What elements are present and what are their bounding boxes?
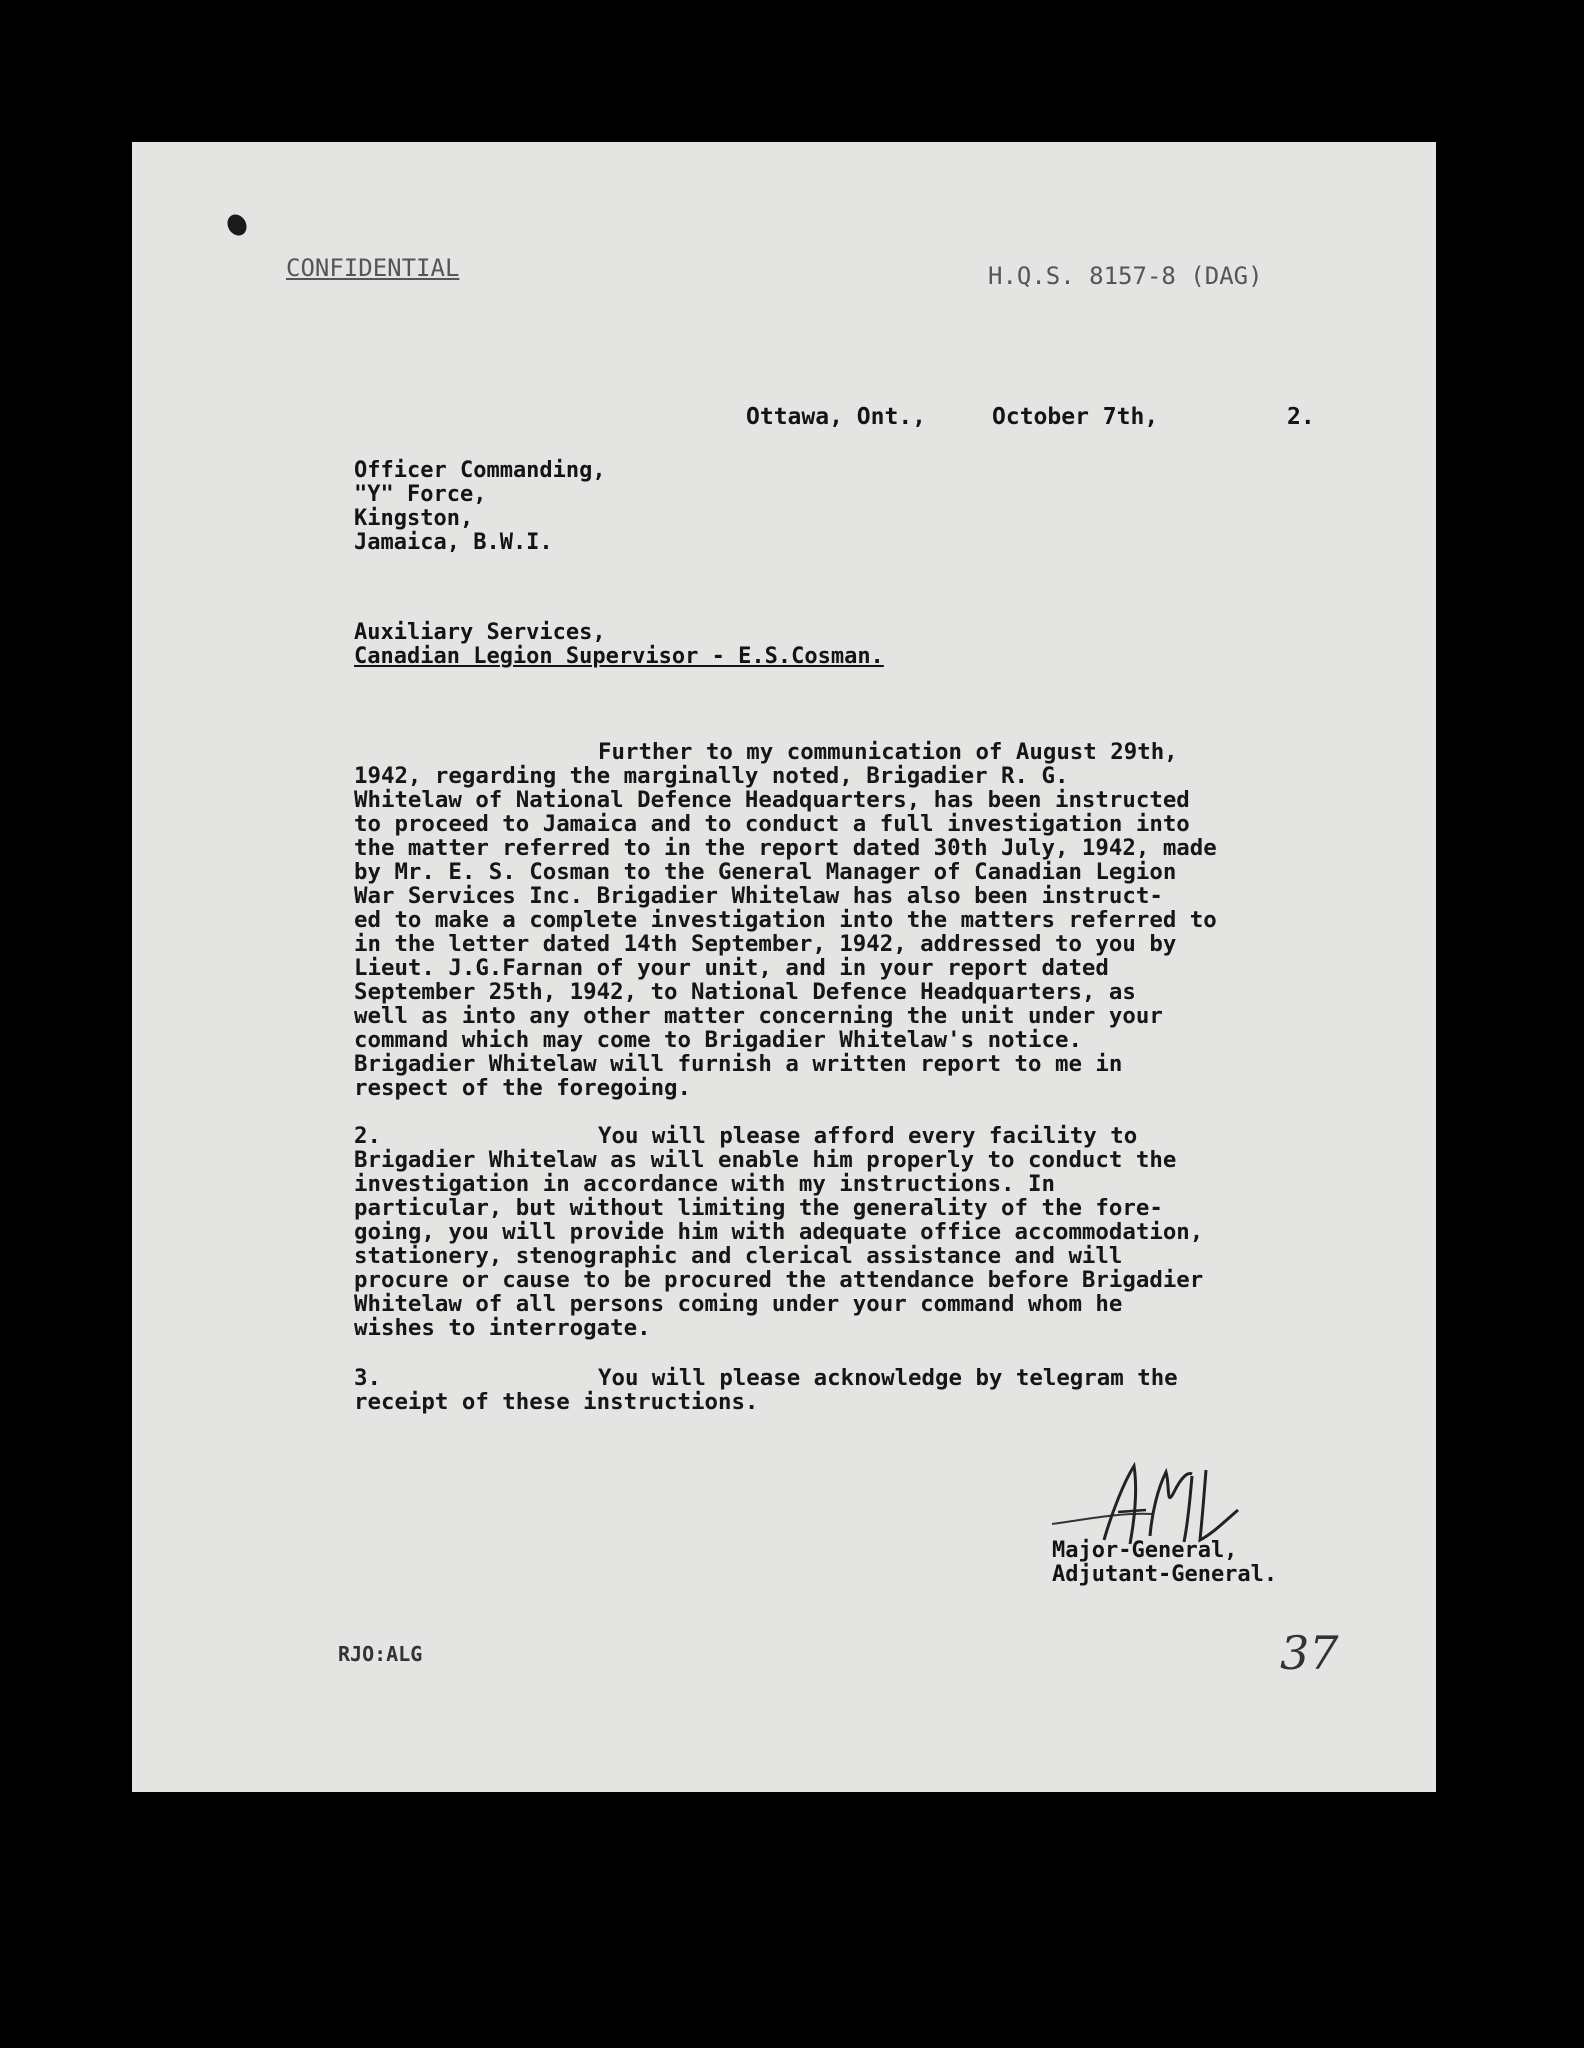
date-text: October 7th, bbox=[992, 404, 1159, 430]
para2-line: going, you will provide him with adequate office accommodation, bbox=[354, 1219, 1204, 1245]
page-number: 37 bbox=[1280, 1626, 1339, 1680]
para1-line: September 25th, 1942, to National Defence Headquarters, as bbox=[354, 979, 1136, 1005]
para1-line: ed to make a complete investigation into the matters referred to bbox=[354, 907, 1217, 933]
para1-line: respect of the foregoing. bbox=[354, 1075, 692, 1101]
para2-line: procure or cause to be procured the attendance before Brigadier bbox=[354, 1267, 1204, 1293]
addressee-line-4: Jamaica, B.W.I. bbox=[354, 530, 553, 555]
date-year: 2. bbox=[1287, 404, 1315, 430]
para1-line: Brigadier Whitelaw will furnish a written report to me in bbox=[354, 1051, 1123, 1077]
para1-line: well as into any other matter concerning the unit under your bbox=[354, 1003, 1163, 1029]
para2-line: particular, but without limiting the generality of the fore- bbox=[354, 1195, 1163, 1221]
para2-number: 2. bbox=[354, 1123, 381, 1149]
para3-line: You will please acknowledge by telegram the bbox=[598, 1365, 1178, 1391]
para2-line: You will please afford every facility to bbox=[598, 1123, 1138, 1149]
file-reference: H.Q.S. 8157-8 (DAG) bbox=[988, 262, 1263, 290]
subject-line-1: Auxiliary Services, bbox=[354, 620, 606, 645]
ink-mark bbox=[224, 211, 251, 239]
para1-line: in the letter dated 14th September, 1942, addressed to you by bbox=[354, 931, 1177, 957]
para2-line: Whitelaw of all persons coming under your command whom he bbox=[354, 1291, 1123, 1317]
addressee-line-2: "Y" Force, bbox=[354, 482, 487, 507]
para1-line: the matter referred to in the report dated 30th July, 1942, made bbox=[354, 835, 1217, 861]
letter-page bbox=[132, 142, 1436, 1792]
subject-line-2: Canadian Legion Supervisor - E.S.Cosman. bbox=[354, 644, 884, 669]
para1-line: Lieut. J.G.Farnan of your unit, and in your report dated bbox=[354, 955, 1109, 981]
date-place: Ottawa, Ont., bbox=[746, 404, 927, 430]
addressee-line-1: Officer Commanding, bbox=[354, 458, 606, 483]
para2-line: investigation in accordance with my instructions. In bbox=[354, 1171, 1055, 1197]
signatory-rank: Major-General, bbox=[1052, 1538, 1238, 1563]
reference-initials: RJO:ALG bbox=[338, 1642, 423, 1666]
addressee-line-3: Kingston, bbox=[354, 506, 474, 531]
classification-label: CONFIDENTIAL bbox=[286, 254, 460, 282]
para1-line: to proceed to Jamaica and to conduct a full investigation into bbox=[354, 811, 1190, 837]
para1-line: command which may come to Brigadier Whitelaw's notice. bbox=[354, 1027, 1082, 1053]
para1-line: Whitelaw of National Defence Headquarters, has been instructed bbox=[354, 787, 1190, 813]
para2-line: stationery, stenographic and clerical assistance and will bbox=[354, 1243, 1123, 1269]
signatory-title: Adjutant-General. bbox=[1052, 1562, 1278, 1587]
para3-number: 3. bbox=[354, 1365, 381, 1391]
para1-line: by Mr. E. S. Cosman to the General Manager of Canadian Legion bbox=[354, 859, 1177, 885]
para2-line: wishes to interrogate. bbox=[354, 1315, 651, 1341]
para3-line: receipt of these instructions. bbox=[354, 1389, 759, 1415]
para1-line: War Services Inc. Brigadier Whitelaw has also been instruct- bbox=[354, 883, 1163, 909]
para1-line: 1942, regarding the marginally noted, Brigadier R. G. bbox=[354, 763, 1069, 789]
para1-line: Further to my communication of August 29th, bbox=[598, 739, 1178, 765]
para2-line: Brigadier Whitelaw as will enable him properly to conduct the bbox=[354, 1147, 1177, 1173]
